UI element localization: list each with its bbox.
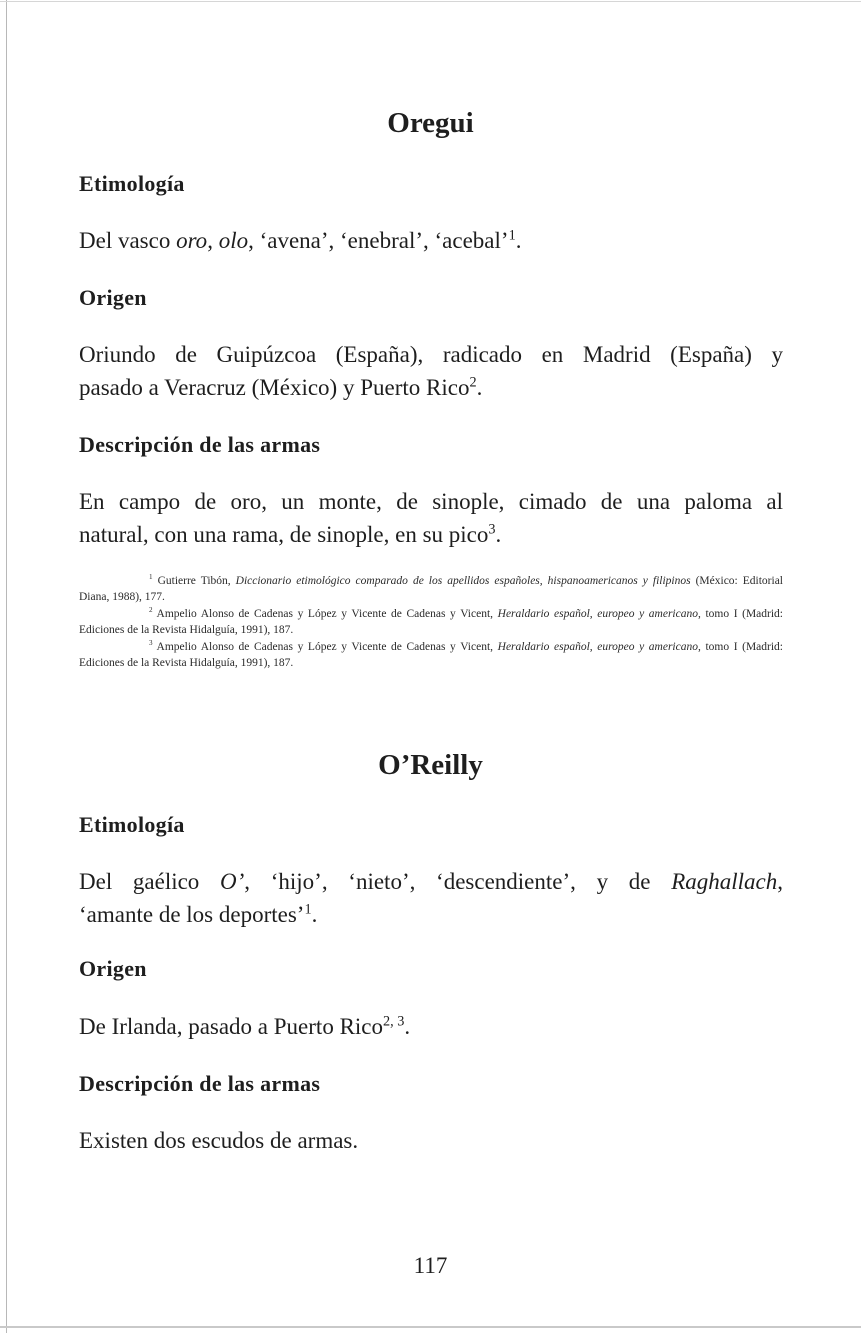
heading-etimologia-oregui: Etimología [79, 171, 185, 196]
page-number: 117 [413, 1253, 448, 1278]
origen-text-oreilly: De Irlanda, pasado a Puerto Rico$^{2, 3}$. [79, 1013, 411, 1039]
heading-etimologia-oreilly: Etimología [79, 812, 185, 837]
etimologia-text-oreilly-line1: Del gaélico O’, ‘hijo’, ‘nieto’, ‘descendiente’, y de Raghallach, [79, 869, 783, 894]
footnote-3: $^3$ Ampelio Alonso de Cadenas y López y Vicente de Cadenas y Vicent, Heraldario español, europeo y americano, tomo I (Madrid: Ediciones de la Revista Hidalguía, 1991), 187. [79, 639, 783, 669]
heading-origen-oregui: Origen [79, 285, 147, 310]
page-top-edge [0, 1, 861, 2]
footnote-ref: 2, 3 [383, 1013, 405, 1030]
etimologia-text-oregui: Del vasco oro, olo, ‘avena’, ‘enebral’, ‘acebal’$^1$. [79, 227, 522, 253]
footnote-1: $^1$ Gutierre Tibón, Diccionario etimológico comparado de los apellidos españoles, hispanoamericanos y filipinos (México: Editorial Diana, 1988), 177. [79, 573, 783, 603]
etimologia-text-oreilly-line2: ‘amante de los deportes’$^1$. [79, 901, 318, 927]
armas-text-oregui-line1: En campo de oro, un monte, de sinople, cimado de una paloma al [79, 489, 783, 514]
footnote-ref: 2 [469, 374, 477, 391]
heading-armas-oregui: Descripción de las armas [79, 432, 321, 457]
section-title-oregui: Oregui [387, 107, 474, 139]
footnote-2: $^2$ Ampelio Alonso de Cadenas y López y Vicente de Cadenas y Vicent, Heraldario español, europeo y americano, tomo I (Madrid: Ediciones de la Revista Hidalguía, 1991), 187. [79, 606, 783, 636]
page-left-edge [6, 0, 7, 1333]
footnote-ref: 1 [508, 227, 516, 244]
footnote-ref: 3 [488, 521, 496, 538]
term-oro: oro [176, 228, 208, 253]
term-o: O’ [220, 869, 245, 894]
term-olo: olo [218, 228, 249, 253]
page-bottom-edge [0, 1326, 861, 1328]
term-raghallach: Raghallach [671, 869, 778, 894]
footnote-ref: 1 [304, 901, 312, 918]
armas-text-oregui-line2: natural, con una rama, de sinople, en su pico$^3$. [79, 521, 502, 547]
footnotes [79, 573, 783, 672]
armas-text-oreilly: Existen dos escudos de armas. [79, 1128, 359, 1153]
section-title-oreilly: O’Reilly [378, 749, 483, 781]
origen-text-oregui-line2: pasado a Veracruz (México) y Puerto Rico$^2$. [79, 374, 483, 400]
origen-text-oregui-line1: Oriundo de Guipúzcoa (España), radicado en Madrid (España) y [79, 342, 783, 367]
heading-origen-oreilly: Origen [79, 956, 147, 981]
heading-armas-oreilly: Descripción de las armas [79, 1071, 321, 1096]
